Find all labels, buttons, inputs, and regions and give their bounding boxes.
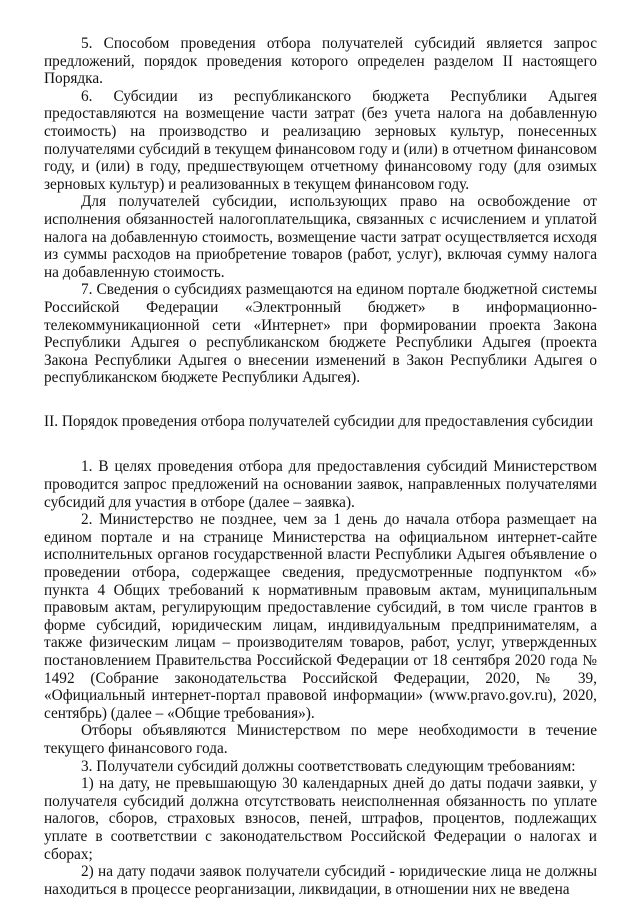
paragraph-7: 7. Сведения о субсидиях размещаются на едином портале бюджетной системы Российской Федерации «Электронный бюджет» в информационно-телекоммуникационной сети «Интернет» при формировании проекта Закона Республики Адыгея о республиканском бюджете Республики Адыгея (проекта Закона Республики Адыгея о внесении изменений в Закон Республики Адыгея о республиканском бюджете Республики Адыгея). [44,281,597,387]
paragraph-ii-1: 1. В целях проведения отбора для предоставления субсидий Министерством проводится запрос предложений на основании заявок, направленных получателями субсидий для участия в отборе (далее – заявка). [44,458,597,511]
paragraph-5: 5. Способом проведения отбора получателей субсидий является запрос предложений, порядок проведения которого определен разделом II настоящего Порядка. [44,35,597,88]
paragraph-6: 6. Субсидии из республиканского бюджета Республики Адыгея предоставляются на возмещение части затрат (без учета налога на добавленную стоимость) на производство и реализацию зерновых культур, понесенных получателями субсидий в текущем финансовом году и (или) в отчетном финансовом году, и (или) в году, предшествующем отчетному финансовому году (для озимых зерновых культур) и реализованных в текущем финансовом году. [44,87,597,193]
section-heading: II. Порядок проведения отбора получателей субсидии для предоставления субсидии [44,412,594,430]
paragraph-selection-announcements: Отборы объявляются Министерством по мере необходимости в течение текущего финансового года. [44,722,597,757]
requirement-1: 1) на дату, не превышающую 30 календарных дней до даты подачи заявки, у получателя субсидий должна отсутствовать неисполненная обязанность по уплате налогов, сборов, страховых взносов, пеней, штрафов, процентов, подлежащих уплате в соответствии с законодательством Российской Федерации о налогах и сборах; [44,775,597,863]
paragraph-ii-2: 2. Министерство не позднее, чем за 1 день до начала отбора размещает на едином портале и на странице Министерства на официальном интернет-сайте исполнительных органов государственной власти Республики Адыгея объявление о проведении отбора, содержащее сведения, предусмотренные подпунктом «б» пункта 4 Общих требований к нормативным правовым актам, муниципальным правовым актам, регулирующим предоставление субсидий, в том числе грантов в форме субсидий, юридическим лицам, индивидуальным предпринимателям, а также физическим лицам – производителям товаров, работ, услуг, утвержденных постановлением Правительства Российской Федерации от 18 сентября 2020 года № 1492 (Собрание законодательства Российской Федерации, 2020, № 39, «Официальный интернет-портал правовой информации» (www.pravo.gov.ru), 2020, сентябрь) (далее – «Общие требования»). [44,511,597,722]
paragraph-vat-exemption: Для получателей субсидии, использующих право на освобождение от исполнения обязанностей налогоплательщика, связанных с исчислением и уплатой налога на добавленную стоимость, возмещение части затрат осуществляется исходя из суммы расходов на приобретение товаров (работ, услуг), включая сумму налога на добавленную стоимость. [44,193,597,281]
document-page [44,35,597,898]
paragraph-ii-3: 3. Получатели субсидий должны соответствовать следующим требованиям: [81,757,576,775]
requirement-2: 2) на дату подачи заявок получатели субсидий - юридические лица не должны находиться в процессе реорганизации, ликвидации, в отношении них не введена [44,863,597,898]
